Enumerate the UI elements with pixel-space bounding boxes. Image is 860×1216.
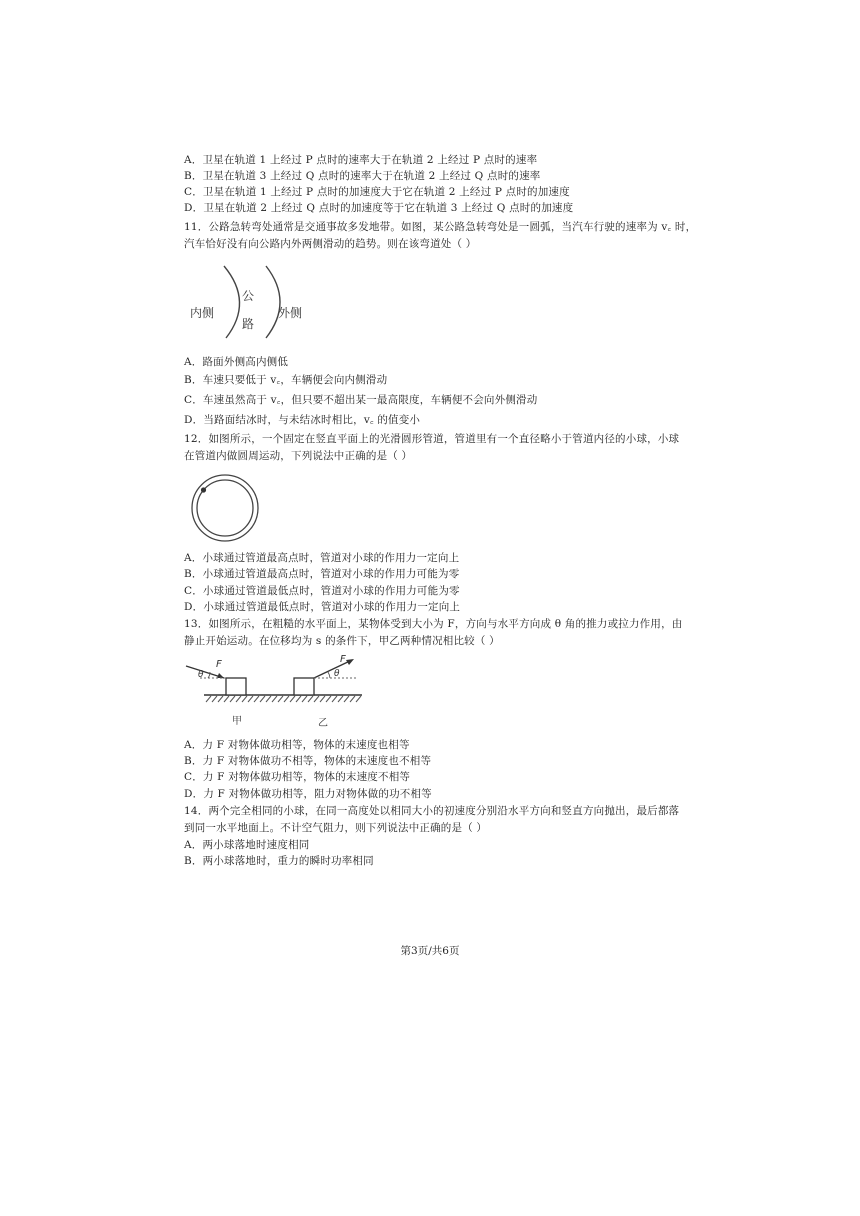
label-road-1: 公	[242, 289, 255, 303]
q12-option-b: B．小球通过管道最高点时，管道对小球的作用力可能为零	[184, 568, 460, 580]
q12-stem-line-2: 在管道内做圆周运动，下列说法中正确的是（ ）	[184, 450, 413, 462]
force-diagram-figure	[184, 652, 364, 730]
q12-option-d: D．小球通过管道最低点时，管道对小球的作用力一定向上	[184, 601, 461, 613]
q14-stem-line-2: 到同一水平地面上。不计空气阻力，则下列说法中正确的是（ ）	[184, 822, 488, 834]
q10-option-a: A．卫星在轨道 1 上经过 P 点时的速率大于在轨道 2 上经过 P 点时的速率	[184, 154, 538, 166]
q14-option-a: A．两小球落地时速度相同	[184, 839, 310, 851]
q12-option-a: A．小球通过管道最高点时，管道对小球的作用力一定向上	[184, 552, 460, 564]
q11-option-d: D．当路面结冰时，与未结冰时相比，v꜀ 的值变小	[184, 414, 421, 426]
q10-option-c: C．卫星在轨道 1 上经过 P 点时的加速度大于它在轨道 2 上经过 P 点时的加速度	[184, 186, 570, 198]
page-number: 第3页/共6页	[400, 945, 460, 957]
q12-option-c: C．小球通过管道最低点时，管道对小球的作用力可能为零	[184, 585, 460, 597]
ball	[201, 487, 206, 492]
q14-option-b: B．两小球落地时，重力的瞬时功率相同	[184, 855, 374, 867]
q13-option-a: A．力 F 对物体做功相等，物体的末速度也相等	[184, 739, 410, 751]
label-outer-side: 外侧	[278, 306, 303, 320]
block-yi	[294, 678, 314, 695]
ground-hatching	[206, 696, 361, 702]
curved-road-figure	[186, 262, 316, 342]
q12-stem-line-1: 12．如图所示，一个固定在竖直平面上的光滑圆形管道，管道里有一个直径略小于管道内径的小球，小球	[184, 433, 680, 445]
q11-option-c: C．车速虽然高于 v꜀，但只要不超出某一最高限度，车辆便不会向外侧滑动	[184, 394, 538, 406]
label-road-2: 路	[242, 317, 255, 331]
q13-stem-line-1: 13．如图所示，在粗糙的水平面上，某物体受到大小为 F，方向与水平方向成 θ 角的推力或拉力作用，由	[184, 618, 683, 630]
q11-option-a: A．路面外侧高内侧低	[184, 356, 289, 368]
force-label-yi: F	[340, 654, 346, 665]
label-inner-side: 内侧	[190, 306, 215, 320]
circular-tube-figure	[187, 472, 267, 544]
q14-stem-line-1: 14．两个完全相同的小球，在同一高度处以相同大小的初速度分别沿水平方向和竖直方向抛出，最后都落	[184, 805, 680, 817]
angle-label-yi: θ	[334, 669, 340, 679]
block-jia	[226, 678, 246, 695]
label-yi: 乙	[318, 718, 328, 729]
q13-option-c: C．力 F 对物体做功相等，物体的末速度不相等	[184, 771, 411, 783]
angle-label-jia: θ	[198, 670, 204, 680]
q13-stem-line-2: 静止开始运动。在位移均为 s 的条件下，甲乙两种情况相比较（ ）	[184, 635, 500, 647]
q11-option-b: B．车速只要低于 v꜀，车辆便会向内侧滑动	[184, 374, 388, 386]
q10-option-d: D．卫星在轨道 2 上经过 Q 点时的加速度等于它在轨道 3 上经过 Q 点时的加速度	[184, 202, 574, 214]
q11-stem-line-1: 11．公路急转弯处通常是交通事故多发地带。如图，某公路急转弯处是一圆弧，当汽车行驶的速率为 v꜀ 时，	[184, 221, 697, 233]
q11-stem-line-2: 汽车恰好没有向公路内外两侧滑动的趋势。则在该弯道处（ ）	[184, 238, 477, 250]
force-label-jia: F	[216, 659, 222, 670]
q13-option-d: D．力 F 对物体做功相等，阻力对物体做的功不相等	[184, 788, 432, 800]
label-jia: 甲	[232, 716, 242, 727]
q13-option-b: B．力 F 对物体做功不相等，物体的末速度也不相等	[184, 755, 432, 767]
q10-option-b: B．卫星在轨道 3 上经过 Q 点时的速率大于在轨道 2 上经过 Q 点时的速率	[184, 170, 541, 182]
